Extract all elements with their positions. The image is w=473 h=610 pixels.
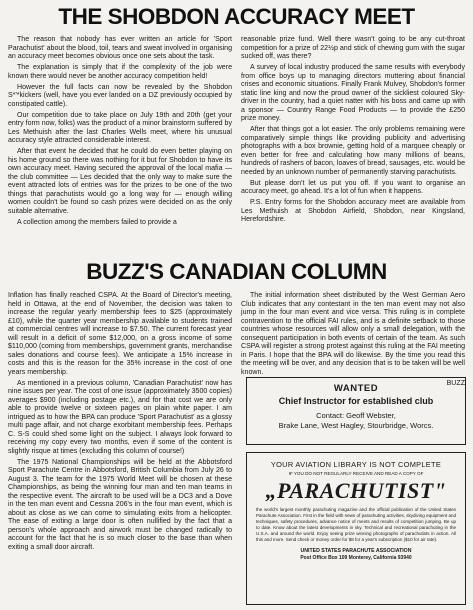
paragraph: As mentioned in a previous column, 'Canadian Parachutist' now has nine issues per year. The cost of one issue (approximately 3500 copies) averages $900 (including postage etc.), and for that cost we are only able to provide twelve or sixteen pages on plain white paper. I am intrigued as to how the BPA can produce 'Sport Parachutist' as a glossy multi page affair, and not charge exorbitant membership fees. Perhaps C. S-S could shed some light on the subject. I always look forward to receiving my copy every two months, even if some of the content is slightly risque at times (excluding this column of course!) [8, 379, 232, 455]
wanted-address: Brake Lane, West Hagley, Stourbridge, Worcs. [278, 421, 434, 430]
paragraph: Inflation has finally reached CSPA. At the Board of Director's meeting, held in Ottawa, at the end of November, the decision was taken to increase the regular yearly membership fees to $25 (approximately £10), while the quarter year membership available to students trained at commercial centres will increase to $7.50. The current forecast year will result in a deficit of some $12,000, on a gross income of some $110,000 (coming from memberships, government grants, merchandise sales donations and course fees). We anticipate a 15% increase in costs and this is the reason for the 35% increase in the cost of one years membership. [8, 292, 232, 376]
paragraph: After that event he decided that he could do even better playing on his home ground so there was nothing for it but for Shobdon to have its own accuracy meet. Having secured the approval of the local mafia — the club committee — Les decided that the only way to make sure the event attracted lots of entries was for the prizes to be one of the two things that parachutists would go a long way for — enough willing women couldn't be found so cash prizes were decided on as the only suitable alternative. [8, 148, 232, 215]
ad-organisation-address: Post Office Box 109 Monterey, California 93940 [300, 555, 412, 562]
paragraph: The reason that nobody has ever written an article for 'Sport Parachutist' about the blood, toil, tears and sweat involved in organising an accuracy meet becomes obvious once one sets about the task. [8, 36, 232, 60]
ad-organisation: UNITED STATES PARACHUTE ASSOCIATION [300, 548, 412, 555]
shobdon-column-right [241, 36, 465, 256]
article-title-buzz: BUZZ'S CANADIAN COLUMN [86, 259, 387, 284]
paragraph: After that things got a lot easier. The only problems remaining were comparatively simple things like providing publicity and advertising photographs with a box brownie, getting hold of a marquee cheaply or even better for free and calculating how many millions of beans, hundreds of rashers of bacon, loaves of bread, sausages, etc. would be needed by an unknown number of permanently starving parachutists. [241, 126, 465, 176]
ad-subline: IF YOU DO NOT REGULARLY RECEIVE AND READ A COPY OF [288, 471, 424, 476]
wanted-contact: Contact: Geoff Webster, [316, 411, 396, 420]
wanted-ad-box [246, 377, 466, 445]
buzz-column-left [8, 292, 232, 608]
ad-body: the world's largest monthly parachuting magazine and the official publication of the United States Parachute Association. First in the field with news of parachuting activities, skydiving equipment and techniques, safety procedures, advance notice of meets and results of competition jumping. Be up to date. Know about the latest developments in sky. Technical and recreational parachuting in the U.S.A. and around the world. Enjoy seeing prize winning photographs of parachutists in action. All this and more. Send check or money order for $8 for a year's subscription ($10 for air rate). [256, 507, 456, 542]
paragraph: Our competition due to take place on July 19th and 20th (get your entry form now, folks) was the product of a minor brainstorm suffered by Les Methuish after the last Charles Wells meet, where his unusual accuracy style attracted considerable interest. [8, 111, 232, 145]
article-title-shobdon: THE SHOBDON ACCURACY MEET [58, 4, 415, 29]
wanted-subheading: Chief Instructor for established club [278, 396, 434, 406]
paragraph: However the full facts can now be revealed by the Shobdon S*'*kickers (well, have you ever landed on a DZ previously occupied by constipated cattle). [8, 83, 232, 108]
paragraph: But please don't let us put you off. If you want to organise an accuracy meet, go ahead. It's a lot of fun when it happens. [241, 179, 465, 196]
paragraph: A collection among the members failed to provide a [17, 218, 177, 226]
author-signature: BUZZ [446, 379, 465, 387]
ad-magazine-name: „PARACHUTIST" [265, 478, 447, 503]
paragraph: A survey of local industry produced the same results with everybody from office boys up to managing directors muttering about financial crises and economic situations. Finally Frank Mulvey, Shobdon's former static line king and now the proud owner of the sickliest coloured Sky-driver in the country, had a quiet natter with his boss and came up with a sponsor — Country Range Food Products — to provide the £250 prize money. [241, 64, 465, 123]
ad-headline: YOUR AVIATION LIBRARY IS NOT COMPLETE [270, 460, 442, 469]
shobdon-column-left [8, 36, 232, 256]
paragraph: The initial information sheet distributed by the West German Aero Club indicates that any contestant in the ten man event may not also jump in the four man event and vice versa. This ruling is in complete contravention to the official FAI rules, and is a definite setback to those countries whose resources will allow only a small delegation, with the consequent participation in both events of certain of the team. As such CSPA will register a strong protest against this ruling at the FAI meeting in Paris. I hope that the BPA will do likewise. By the time you read this the meeting will be over, and any decision that is to be taken will be well known. [241, 292, 465, 376]
paragraph: The explanation is simply that if the complexity of the job were known there would never be another accuracy competition held! [8, 64, 232, 80]
buzz-column-right [241, 292, 465, 387]
paragraph: reasonable prize fund. Well there wasn't going to be any cut-throat competition for a prize of 22½p and stick of chewing gum with the sugar sucked off, was there? [241, 36, 465, 60]
wanted-heading: WANTED [333, 383, 379, 394]
paragraph: P.S. Entry forms for the Shobdon accuracy meet are available from Les Methuish at Shobdon Airfield, Shobdon, near Kingsland, Herefordshire. [241, 199, 465, 224]
parachutist-library-ad [246, 452, 466, 605]
paragraph: The 1975 National Championships will be held at the Abbotsford Sport Parachute Centre in Abbotsford, British Columbia from July 26 to August 3. The team for the 1975 World Meet will be chosen at these Championships, as being the winning four man and ten man teams in the respective event. The aircraft to be used will be a DC3 and a Dove in the ten man event and Cessna 206's in the four man event, which is about as close as we can come to simulating exits from a helicopter. The ease of exiting a large door is often nullified by the fact that a person's whole approach and airwork must be changed radically to account for the fact that he is so much closer to the base than when exiting a small door aircraft. [8, 458, 232, 551]
